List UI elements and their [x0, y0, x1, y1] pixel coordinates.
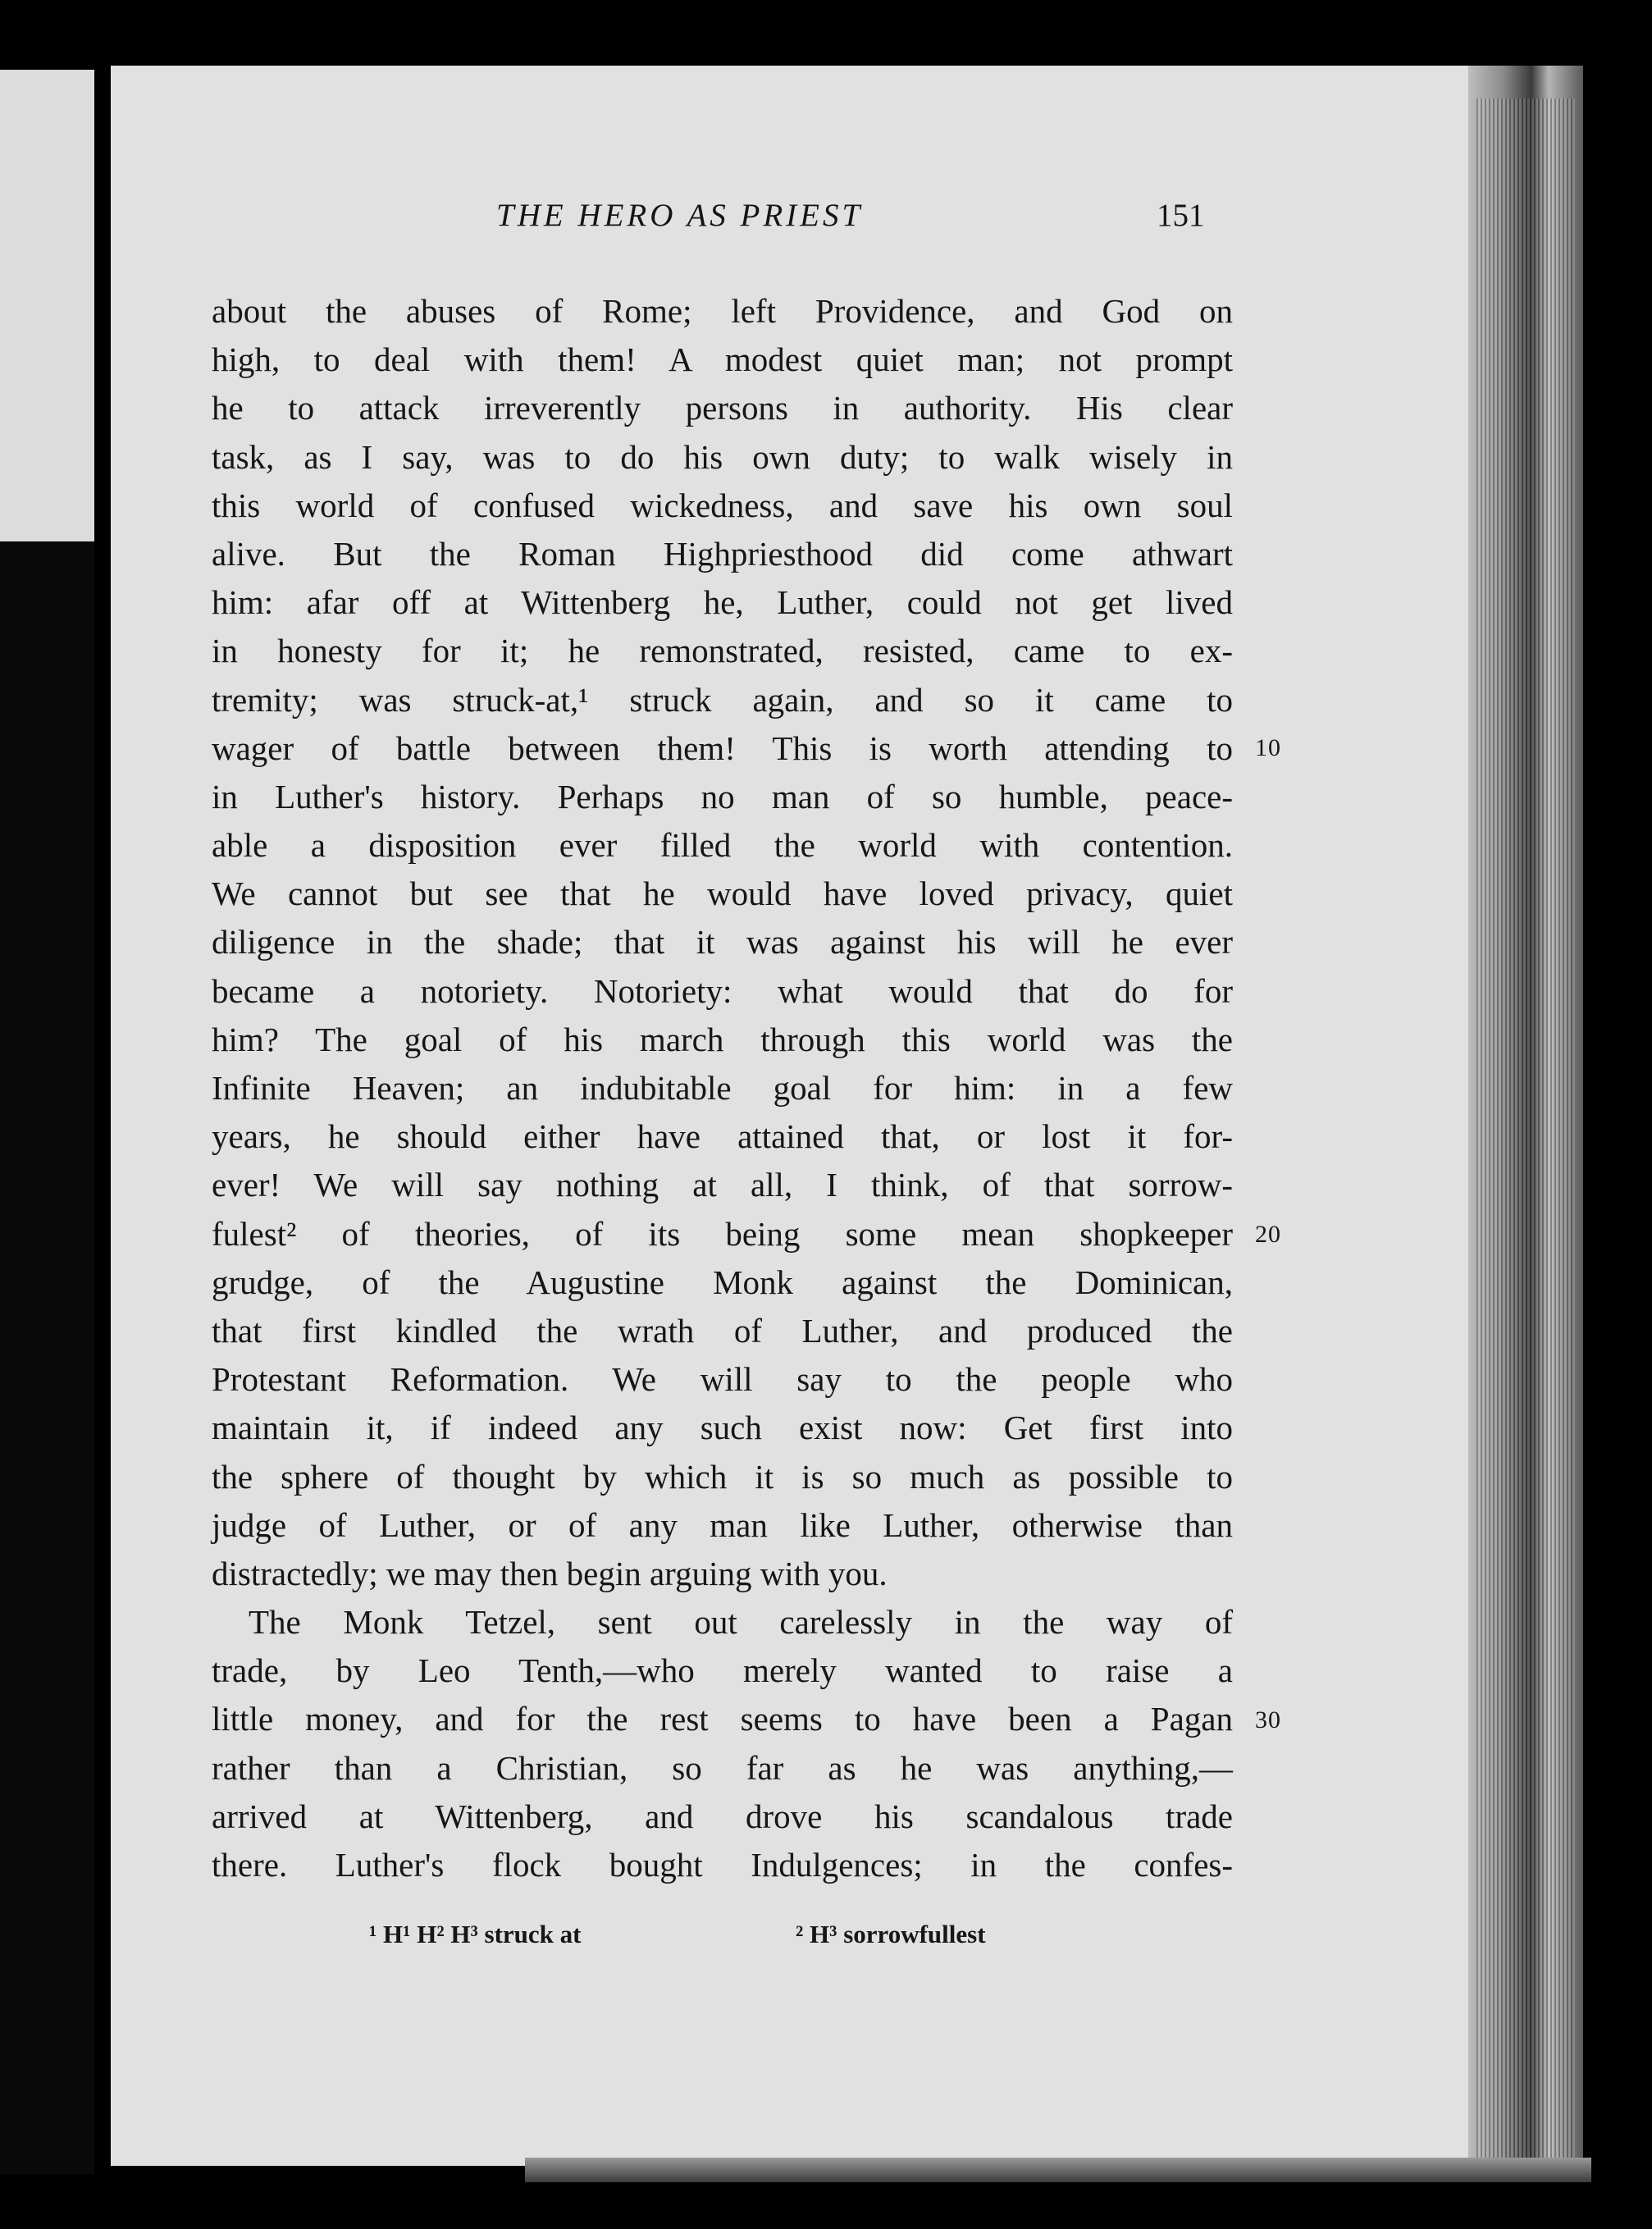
text-line: years, he should either have attained that, or lost it for- [212, 1117, 1233, 1156]
text-line: tremity; was struck-at,¹ struck again, and so it came to [212, 680, 1233, 719]
text-line: fulest² of theories, of its being some mean shopkeeper [212, 1214, 1233, 1253]
line-number-marker: 30 [1255, 1706, 1281, 1733]
text-line: became a notoriety. Notoriety: what would that do for [212, 971, 1233, 1010]
text-line: able a disposition ever filled the world with contention. [212, 826, 1233, 865]
text-line: grudge, of the Augustine Monk against the Dominican, [212, 1263, 1233, 1301]
page-number: 151 [1157, 198, 1205, 233]
page-block-stripes [1476, 98, 1575, 2166]
text-line: him? The goal of his march through this world was the [212, 1020, 1233, 1058]
text-line: rather than a Christian, so far as he was anything,— [212, 1748, 1233, 1787]
text-line: he to attack irreverently persons in authority. His clear [212, 389, 1233, 427]
footnotes [369, 1920, 1189, 1953]
running-title: THE HERO AS PRIEST [496, 198, 864, 233]
text-line: distractedly; we may then begin arguing with you. [212, 1554, 888, 1592]
text-line: ever! We will say nothing at all, I think, of that sorrow- [212, 1166, 1233, 1204]
text-line: in honesty for it; he remonstrated, resisted, came to ex- [212, 632, 1233, 670]
running-head [0, 197, 1230, 246]
text-line: We cannot but see that he would have loved privacy, quiet [212, 875, 1233, 913]
line-number-marker: 20 [1255, 1221, 1281, 1248]
text-line: in Luther's history. Perhaps no man of so humble, peace- [212, 777, 1233, 815]
text-line: maintain it, if indeed any such exist now: Get first into [212, 1409, 1233, 1447]
text-line: this world of confused wickedness, and save his own soul [212, 486, 1233, 524]
text-line: little money, and for the rest seems to have been a Pagan [212, 1700, 1233, 1738]
text-line: Protestant Reformation. We will say to the people who [212, 1360, 1233, 1399]
text-line: arrived at Wittenberg, and drove his scandalous trade [212, 1797, 1233, 1835]
text-line: The Monk Tetzel, sent out carelessly in the way of [249, 1603, 1233, 1642]
text-line: diligence in the shade; that it was against his will he ever [212, 923, 1233, 961]
page-bottom-edge [525, 2158, 1591, 2182]
text-line: that first kindled the wrath of Luther, and produced the [212, 1311, 1233, 1350]
footnote-2: ² H³ sorrowfullest [796, 1920, 986, 1948]
text-line: alive. But the Roman Highpriesthood did come athwart [212, 534, 1233, 573]
text-line: there. Luther's flock bought Indulgences; in the confes- [212, 1846, 1233, 1884]
text-line: trade, by Leo Tenth,—who merely wanted to raise a [212, 1651, 1233, 1690]
body-text [212, 287, 1233, 1889]
footnote-1: ¹ H¹ H² H³ struck at [369, 1920, 582, 1948]
text-line: task, as I say, was to do his own duty; to walk wisely in [212, 437, 1233, 476]
text-line: about the abuses of Rome; left Providence, and God on [212, 292, 1233, 330]
text-line: Infinite Heaven; an indubitable goal for him: in a few [212, 1069, 1233, 1107]
text-line: wager of battle between them! This is worth attending to [212, 729, 1233, 767]
text-line: him: afar off at Wittenberg he, Luther, could not get lived [212, 583, 1233, 622]
facing-page-shadow [0, 541, 94, 2174]
text-line: high, to deal with them! A modest quiet man; not prompt [212, 340, 1233, 379]
text-line: judge of Luther, or of any man like Luther, otherwise than [212, 1505, 1233, 1544]
line-number-marker: 10 [1255, 734, 1281, 761]
text-line: the sphere of thought by which it is so much as possible to [212, 1457, 1233, 1496]
